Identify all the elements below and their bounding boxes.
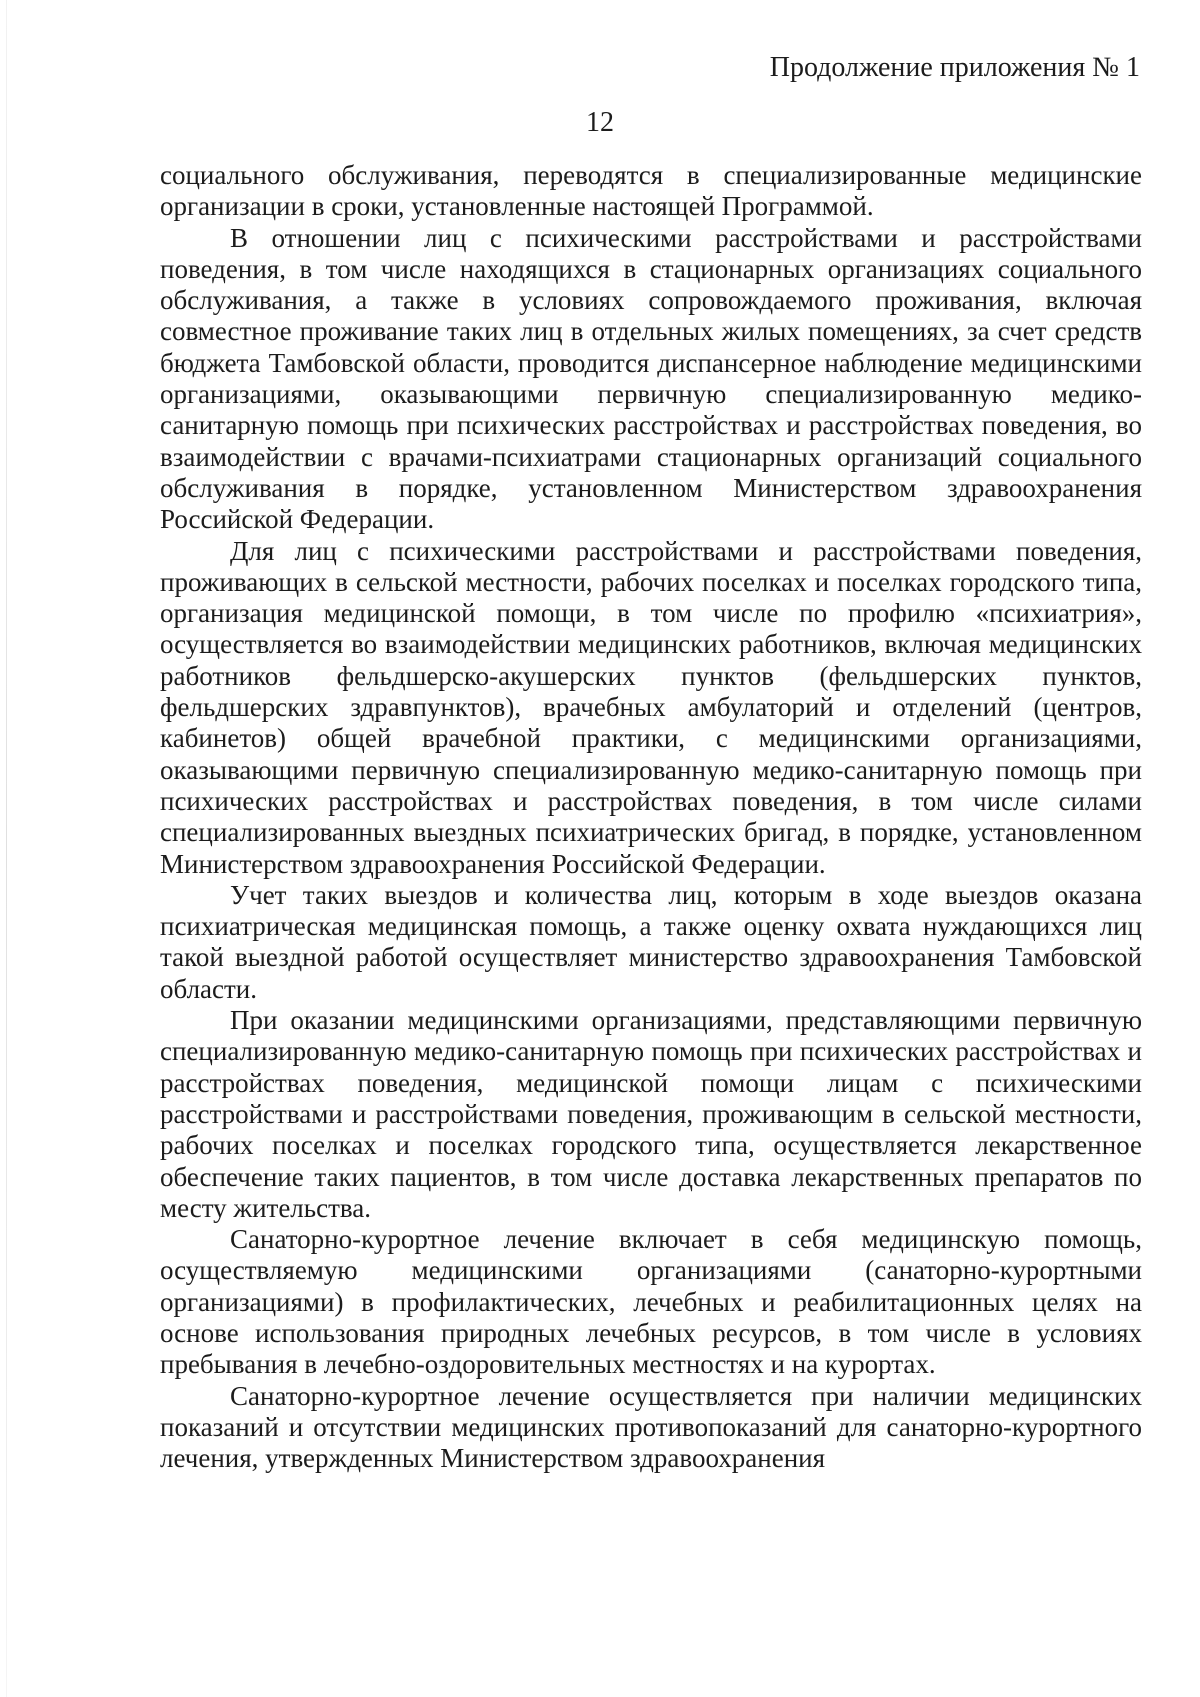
paragraph-3: Для лиц с психическими расстройствами и расстройствами поведения, проживающих в сельской местности, рабочих поселках и поселках городского типа, организация медицинской помощи, в том числе по профилю «психиатрия», осуществляется во взаимодействии медицинских работников, включая медицинских работников фельдшерско-акушерских пунктов (фельдшерских пунктов, фельдшерских здравпунктов), врачебных амбулаторий и отделений (центров, кабинетов) общей врачебной практики, с медицинскими организациями, оказывающими первичную специализированную медико-санитарную помощь при психических расстройствах и расстройствах поведения, в том числе силами специализированных выездных психиатрических бригад, в порядке, установленном Министерством здравоохранения Российской Федерации. — [160, 535, 1142, 879]
appendix-continuation-label: Продолжение приложения № 1 — [769, 52, 1140, 83]
paragraph-2: В отношении лиц с психическими расстройствами и расстройствами поведения, в том числе находящихся в стационарных организациях социального обслуживания, а также в условиях сопровождаемого проживания, включая совместное проживание таких лиц в отдельных жилых помещениях, за счет средств бюджета Тамбовской области, проводится диспансерное наблюдение медицинскими организациями, оказывающими первичную специализированную медико-санитарную помощь при психических расстройствах и расстройствах поведения, во взаимодействии с врачами-психиатрами стационарных организаций социального обслуживания в порядке, установленном Министерством здравоохранения Российской Федерации. — [160, 222, 1142, 535]
paragraph-7: Санаторно-курортное лечение осуществляется при наличии медицинских показаний и отсутствии медицинских противопоказаний для санаторно-курортного лечения, утвержденных Министерством здравоохранения — [160, 1380, 1142, 1474]
page-number: 12 — [586, 107, 614, 138]
paragraph-4: Учет таких выездов и количества лиц, которым в ходе выездов оказана психиатрическая медицинская помощь, а также оценку охвата нуждающихся лиц такой выездной работой осуществляет министерство здравоохранения Тамбовской области. — [160, 879, 1142, 1004]
paragraph-1: социального обслуживания, переводятся в специализированные медицинские организации в сроки, установленные настоящей Программой. — [160, 160, 1142, 222]
document-body — [160, 160, 1142, 1474]
scan-edge-shadow — [6, 0, 7, 1697]
paragraph-6: Санаторно-курортное лечение включает в себя медицинскую помощь, осуществляемую медицинскими организациями (санаторно-курортными организациями) в профилактических, лечебных и реабилитационных целях на основе использования природных лечебных ресурсов, в том числе в условиях пребывания в лечебно-оздоровительных местностях и на курортах. — [160, 1224, 1142, 1380]
paragraph-5: При оказании медицинскими организациями, представляющими первичную специализированную медико-санитарную помощь при психических расстройствах и расстройствах поведения, медицинской помощи лицам с психическими расстройствами и расстройствами поведения, проживающим в сельской местности, рабочих поселках и поселках городского типа, осуществляется лекарственное обеспечение таких пациентов, в том числе доставка лекарственных препаратов по месту жительства. — [160, 1005, 1142, 1223]
